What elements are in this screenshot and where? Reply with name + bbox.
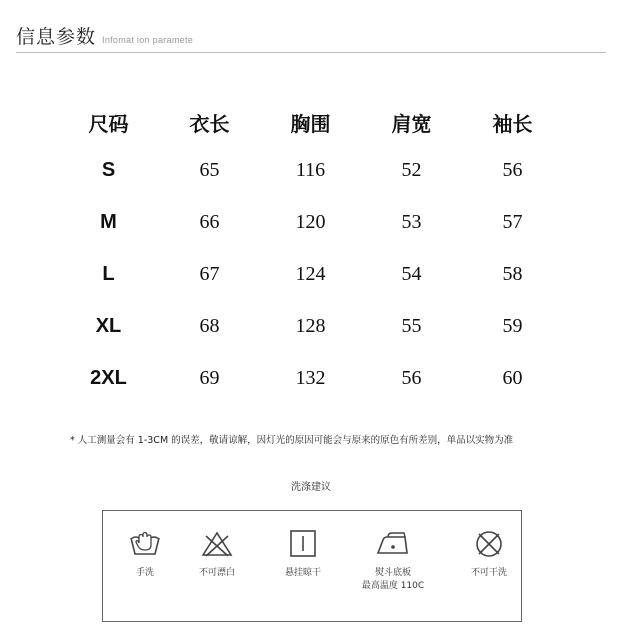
size-cell: L	[102, 262, 115, 285]
shoulder-cell: 52	[401, 158, 422, 181]
length-cell: 65	[199, 158, 220, 181]
size-cell: 2XL	[90, 366, 127, 389]
shoulder-cell: 56	[401, 366, 422, 389]
sleeve-cell: 57	[502, 210, 523, 233]
care-title: 洗涤建议	[291, 482, 331, 493]
sleeve-cell: 59	[502, 314, 523, 337]
care-label-line: 熨斗底板	[374, 568, 411, 578]
table-header-row	[58, 100, 563, 144]
shoulder-cell: 55	[401, 314, 422, 337]
column-header-sleeve: 袖长	[492, 111, 533, 136]
size-cell: M	[100, 210, 117, 233]
table-row	[58, 248, 563, 300]
table-row	[58, 144, 563, 196]
care-label-line: 最高温度 110C	[361, 581, 425, 591]
care-item-hang-dry	[261, 511, 345, 580]
care-label: 不可干洗	[470, 568, 507, 578]
chest-cell: 116	[295, 158, 326, 181]
sleeve-cell: 56	[502, 158, 523, 181]
care-item-iron	[351, 511, 435, 593]
length-cell: 67	[199, 262, 220, 285]
care-label: 手洗	[135, 568, 154, 578]
header-divider	[16, 52, 606, 53]
size-cell: S	[101, 158, 116, 181]
shoulder-cell: 53	[401, 210, 422, 233]
length-cell: 69	[199, 366, 220, 389]
care-item-no-bleach	[175, 511, 259, 580]
size-chart-table	[58, 100, 563, 404]
iron-icon	[373, 527, 413, 561]
care-instructions-box	[102, 510, 522, 622]
measurement-note: * 人工测量会有 1-3CM 的误差，敬请谅解，因灯光的原因可能会与原来的原色有所差别，单品以实物为准	[70, 435, 514, 446]
care-label: 不可漂白	[198, 568, 235, 578]
column-header-shoulder: 肩宽	[391, 111, 432, 136]
no-dry-clean-icon	[469, 527, 509, 561]
section-subtitle: Infomat ion paramete	[102, 35, 194, 45]
column-header-chest: 胸围	[290, 111, 331, 136]
column-header-length: 衣长	[189, 111, 230, 136]
length-cell: 66	[199, 210, 220, 233]
column-header-size: 尺码	[88, 111, 129, 136]
shoulder-cell: 54	[401, 262, 422, 285]
section-header	[16, 26, 193, 48]
care-label: 悬挂晾干	[284, 568, 321, 578]
care-label	[362, 567, 424, 593]
sleeve-cell: 60	[502, 366, 523, 389]
care-item-no-dry-clean	[447, 511, 531, 580]
length-cell: 68	[199, 314, 220, 337]
table-row	[58, 300, 563, 352]
sleeve-cell: 58	[502, 262, 523, 285]
section-title: 信息参数	[16, 26, 97, 48]
hand-wash-icon	[125, 527, 165, 561]
chest-cell: 128	[295, 314, 326, 337]
no-bleach-icon	[197, 527, 237, 561]
table-row	[58, 352, 563, 404]
hang-dry-icon	[283, 527, 323, 561]
size-cell: XL	[95, 314, 122, 337]
chest-cell: 132	[295, 366, 326, 389]
chest-cell: 124	[295, 262, 326, 285]
chest-cell: 120	[295, 210, 326, 233]
table-row	[58, 196, 563, 248]
